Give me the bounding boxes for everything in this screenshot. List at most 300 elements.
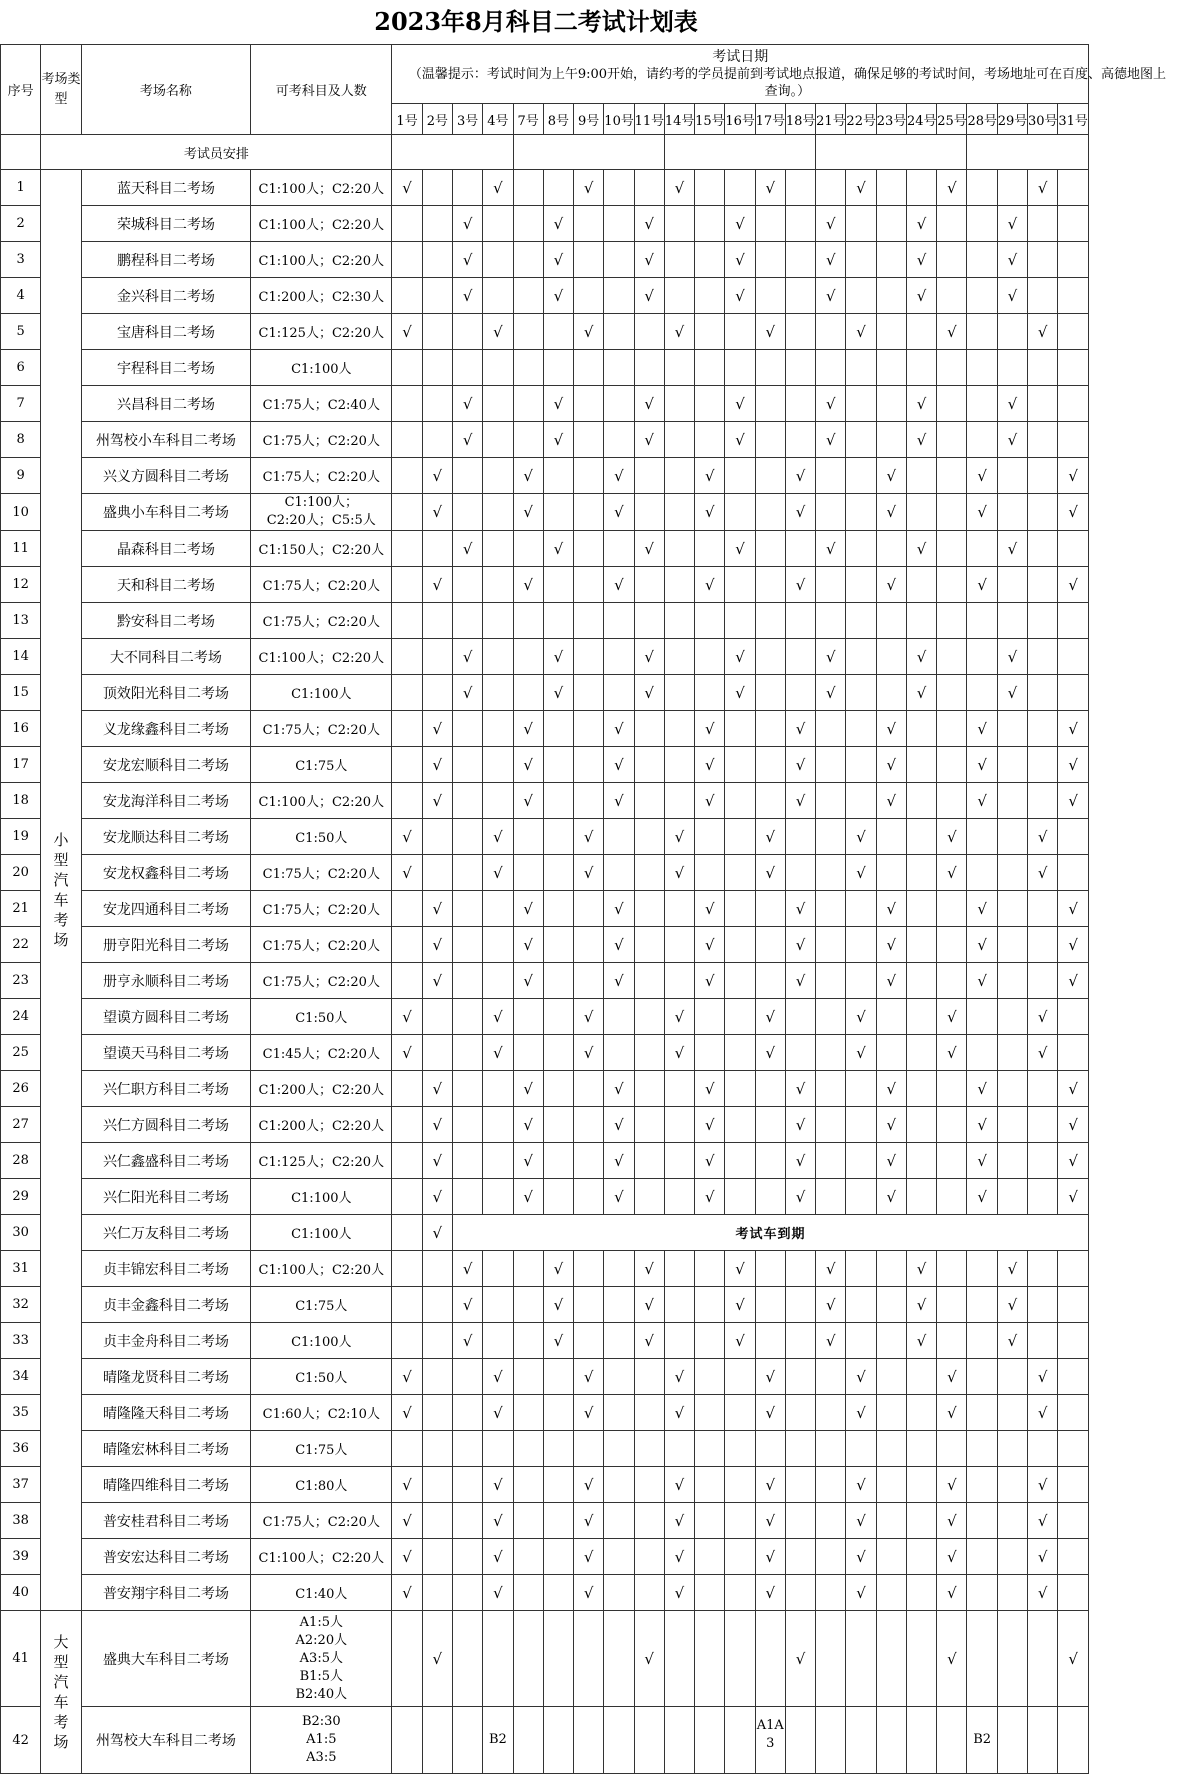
date-cell: [604, 855, 634, 891]
exam-check-mark: √: [604, 494, 634, 531]
table-row: [1, 711, 1089, 747]
date-cell: [604, 170, 634, 206]
exam-check-mark: √: [755, 1467, 785, 1503]
date-cell: [816, 458, 846, 494]
date-cell: [543, 494, 573, 531]
exam-check-mark: √: [1058, 1107, 1089, 1143]
date-cell: [604, 1251, 634, 1287]
examiner-blank-seq: [1, 135, 41, 170]
date-cell: [513, 999, 543, 1035]
date-cell: [1028, 242, 1058, 278]
date-cell: [574, 747, 604, 783]
date-cell: [604, 999, 634, 1035]
exam-check-mark: √: [816, 1323, 846, 1359]
table-row: [1, 1179, 1089, 1215]
day-header: 3号: [452, 104, 482, 135]
date-cell: [1058, 1287, 1089, 1323]
date-cell: [695, 1467, 725, 1503]
date-cell: [725, 567, 755, 603]
date-cell: [422, 603, 452, 639]
date-cell: [574, 494, 604, 531]
date-cell: [906, 855, 936, 891]
date-cell: [483, 386, 513, 422]
date-cell: [513, 1251, 543, 1287]
date-cell: [755, 603, 785, 639]
date-cell: [725, 170, 755, 206]
row-number: 26: [1, 1071, 41, 1107]
date-cell: [725, 999, 755, 1035]
exam-check-mark: √: [876, 783, 906, 819]
exam-check-mark: √: [785, 747, 815, 783]
exam-check-mark: √: [392, 999, 422, 1035]
exam-check-mark: √: [634, 422, 664, 458]
date-cell: [846, 1287, 876, 1323]
table-row: [1, 1503, 1089, 1539]
date-cell: [785, 1467, 815, 1503]
date-cell: [604, 675, 634, 711]
date-cell: [634, 1035, 664, 1071]
exam-check-mark: √: [695, 747, 725, 783]
exam-check-mark: √: [967, 927, 997, 963]
date-cell: [664, 675, 694, 711]
sheet-title: 2023年8月科目二考试计划表: [0, 0, 1072, 45]
date-cell: [725, 819, 755, 855]
date-cell: [574, 675, 604, 711]
date-cell: [513, 206, 543, 242]
date-cell: [634, 855, 664, 891]
exam-check-mark: √: [937, 819, 967, 855]
date-cell: [543, 963, 573, 999]
date-cell: [937, 1707, 967, 1774]
date-cell: [422, 278, 452, 314]
date-cell: [392, 1215, 422, 1251]
date-cell: [1028, 1107, 1058, 1143]
exam-check-mark: √: [574, 170, 604, 206]
date-cell: [543, 1575, 573, 1611]
row-number: 29: [1, 1179, 41, 1215]
exam-check-mark: √: [392, 1359, 422, 1395]
date-cell: [1028, 458, 1058, 494]
row-number: 8: [1, 422, 41, 458]
date-cell: [543, 603, 573, 639]
exam-check-mark: √: [906, 531, 936, 567]
date-cell: [846, 927, 876, 963]
exam-check-mark: √: [604, 891, 634, 927]
date-cell: [876, 1467, 906, 1503]
date-cell: [906, 314, 936, 350]
date-cell: [816, 314, 846, 350]
date-cell: [452, 927, 482, 963]
date-cell: [695, 314, 725, 350]
exam-date-title: 考试日期: [712, 48, 769, 65]
day-header: 9号: [574, 104, 604, 135]
day-header: 24号: [906, 104, 936, 135]
schedule-table: [0, 44, 1167, 1774]
exam-check-mark: √: [543, 386, 573, 422]
exam-check-mark: √: [937, 855, 967, 891]
date-cell: [664, 783, 694, 819]
date-cell: [513, 1575, 543, 1611]
row-number: 28: [1, 1143, 41, 1179]
date-cell: [967, 1251, 997, 1287]
exam-check-mark: √: [392, 1035, 422, 1071]
exam-subjects: C1:100人: [251, 675, 392, 711]
date-cell: [906, 1575, 936, 1611]
date-cell: [967, 386, 997, 422]
day-header: 2号: [422, 104, 452, 135]
exam-site-name: 贞丰金鑫科目二考场: [81, 1287, 251, 1323]
header-subjects: 可考科目及人数: [251, 45, 392, 135]
date-cell: [846, 422, 876, 458]
exam-subjects: C1:50人: [251, 999, 392, 1035]
date-cell: [906, 711, 936, 747]
date-cell: [634, 567, 664, 603]
exam-check-mark: √: [392, 1575, 422, 1611]
exam-site-name: 鹏程科目二考场: [81, 242, 251, 278]
date-cell: [967, 1575, 997, 1611]
date-cell: [755, 1143, 785, 1179]
date-cell: [392, 1143, 422, 1179]
date-cell: [574, 350, 604, 386]
day-header: 7号: [513, 104, 543, 135]
date-cell: [906, 1539, 936, 1575]
date-cell: [906, 567, 936, 603]
exam-check-mark: √: [392, 855, 422, 891]
exam-subjects: C1:50人: [251, 1359, 392, 1395]
date-cell: [483, 1071, 513, 1107]
table-row: [1, 783, 1089, 819]
date-cell: [392, 1323, 422, 1359]
exam-site-name: 安龙权鑫科目二考场: [81, 855, 251, 891]
exam-site-name: 兴仁职方科目二考场: [81, 1071, 251, 1107]
date-cell: [997, 1035, 1027, 1071]
date-cell: [816, 927, 846, 963]
exam-check-mark: √: [876, 927, 906, 963]
date-cell: [513, 1611, 543, 1707]
exam-check-mark: √: [664, 170, 694, 206]
date-cell: [513, 1035, 543, 1071]
exam-check-mark: √: [695, 927, 725, 963]
date-cell: [664, 747, 694, 783]
exam-check-mark: √: [513, 1143, 543, 1179]
exam-check-mark: √: [725, 1287, 755, 1323]
exam-check-mark: √: [967, 747, 997, 783]
exam-check-mark: √: [755, 1539, 785, 1575]
date-cell: [785, 1323, 815, 1359]
row-number: 2: [1, 206, 41, 242]
table-row: [1, 567, 1089, 603]
row-number: 40: [1, 1575, 41, 1611]
exam-check-mark: √: [543, 422, 573, 458]
date-cell: [452, 458, 482, 494]
exam-subjects: C1:100人；C2:20人: [251, 1539, 392, 1575]
exam-check-mark: √: [483, 1035, 513, 1071]
exam-check-mark: √: [725, 675, 755, 711]
row-number: 42: [1, 1707, 41, 1774]
day-header: 28号: [967, 104, 997, 135]
exam-check-mark: √: [452, 1251, 482, 1287]
date-cell: [574, 1287, 604, 1323]
date-cell: [483, 1107, 513, 1143]
row-number: 22: [1, 927, 41, 963]
date-cell: [695, 1503, 725, 1539]
exam-site-name: 安龙四通科目二考场: [81, 891, 251, 927]
exam-subjects: C1:45人；C2:20人: [251, 1035, 392, 1071]
row-number: 21: [1, 891, 41, 927]
date-cell: [1058, 603, 1089, 639]
date-cell: [483, 963, 513, 999]
date-cell: [574, 386, 604, 422]
day-header: 14号: [664, 104, 694, 135]
exam-check-mark: √: [937, 1035, 967, 1071]
date-cell: [906, 1359, 936, 1395]
date-cell: [664, 639, 694, 675]
date-cell: [664, 963, 694, 999]
exam-check-mark: √: [452, 1323, 482, 1359]
date-cell: [906, 999, 936, 1035]
date-cell: [574, 1707, 604, 1774]
date-cell: [392, 531, 422, 567]
exam-check-mark: √: [1058, 747, 1089, 783]
row-number: 9: [1, 458, 41, 494]
row-number: 34: [1, 1359, 41, 1395]
date-cell: [876, 170, 906, 206]
date-cell: [664, 603, 694, 639]
exam-site-name: 盛典小车科目二考场: [81, 494, 251, 531]
exam-check-mark: √: [513, 494, 543, 531]
date-cell: [422, 531, 452, 567]
date-cell: [967, 1431, 997, 1467]
date-cell: [937, 458, 967, 494]
date-cell: [422, 1251, 452, 1287]
date-cell: [513, 603, 543, 639]
exam-subjects: C1:100人；C2:20人: [251, 783, 392, 819]
exam-check-mark: √: [997, 639, 1027, 675]
exam-check-mark: √: [785, 1179, 815, 1215]
exam-check-mark: √: [664, 855, 694, 891]
exam-subjects: C1:150人；C2:20人: [251, 531, 392, 567]
date-cell: [634, 1143, 664, 1179]
date-cell: [876, 350, 906, 386]
exam-subjects: C1:75人；C2:20人: [251, 603, 392, 639]
date-cell: [604, 278, 634, 314]
date-cell: [604, 603, 634, 639]
exam-check-mark: √: [604, 1107, 634, 1143]
date-cell: [392, 350, 422, 386]
date-cell: [695, 675, 725, 711]
date-cell: [604, 1431, 634, 1467]
date-cell: [1028, 567, 1058, 603]
date-cell: [604, 242, 634, 278]
exam-check-mark: √: [785, 1143, 815, 1179]
date-cell: [543, 1539, 573, 1575]
date-cell: [725, 1575, 755, 1611]
exam-check-mark: √: [906, 242, 936, 278]
date-cell: [574, 603, 604, 639]
exam-check-mark: √: [906, 206, 936, 242]
exam-site-name: 天和科目二考场: [81, 567, 251, 603]
date-cell: [422, 639, 452, 675]
date-cell: [574, 1251, 604, 1287]
date-cell: [483, 1143, 513, 1179]
date-cell: [876, 1503, 906, 1539]
exam-check-mark: √: [785, 891, 815, 927]
date-cell: [574, 927, 604, 963]
table-row: [1, 999, 1089, 1035]
date-cell: [483, 1179, 513, 1215]
exam-check-mark: √: [785, 458, 815, 494]
exam-site-name: 安龙海洋科目二考场: [81, 783, 251, 819]
table-row: [1, 278, 1089, 314]
date-cell: [1028, 206, 1058, 242]
date-cell: [876, 1323, 906, 1359]
date-cell: [816, 1143, 846, 1179]
date-cell: [816, 1539, 846, 1575]
day-header: 21号: [816, 104, 846, 135]
date-cell: [937, 1143, 967, 1179]
exam-check-mark: √: [755, 314, 785, 350]
date-cell: [1058, 639, 1089, 675]
date-cell: [1058, 1707, 1089, 1774]
table-row: [1, 494, 1089, 531]
row-number: 25: [1, 1035, 41, 1071]
date-cell: [574, 567, 604, 603]
exam-check-mark: √: [1058, 963, 1089, 999]
row-number: 16: [1, 711, 41, 747]
exam-check-mark: √: [1028, 1035, 1058, 1071]
date-cell: [846, 783, 876, 819]
exam-check-mark: √: [1058, 783, 1089, 819]
date-cell: [574, 1179, 604, 1215]
date-cell: [634, 783, 664, 819]
date-cell: [755, 278, 785, 314]
exam-check-mark: √: [422, 963, 452, 999]
exam-subjects: C1:100人； C2:20人；C5:5人: [251, 494, 392, 531]
date-cell: [664, 422, 694, 458]
date-cell: [846, 603, 876, 639]
date-cell: [816, 1611, 846, 1707]
table-row: [1, 1395, 1089, 1431]
date-cell: [543, 1395, 573, 1431]
date-cell: [967, 603, 997, 639]
date-cell: [392, 242, 422, 278]
exam-check-mark: √: [755, 170, 785, 206]
date-cell: [452, 1467, 482, 1503]
exam-site-name: 普安翔宇科目二考场: [81, 1575, 251, 1611]
date-cell: [906, 1707, 936, 1774]
exam-check-mark: √: [634, 675, 664, 711]
examiner-cell: [664, 135, 815, 170]
exam-check-mark: √: [967, 1179, 997, 1215]
date-cell: [906, 1035, 936, 1071]
date-cell: [816, 567, 846, 603]
date-cell: [664, 927, 694, 963]
date-cell: [997, 1107, 1027, 1143]
date-cell: [997, 1611, 1027, 1707]
date-cell: [483, 783, 513, 819]
exam-check-mark: √: [513, 963, 543, 999]
exam-check-mark: √: [1028, 819, 1058, 855]
date-cell: [422, 819, 452, 855]
date-cell: [785, 603, 815, 639]
exam-check-mark: √: [846, 1359, 876, 1395]
date-cell: [755, 350, 785, 386]
date-cell: [967, 278, 997, 314]
day-header: 25号: [937, 104, 967, 135]
exam-check-mark: √: [937, 1539, 967, 1575]
exam-check-mark: √: [574, 1503, 604, 1539]
exam-subjects: C1:75人；C2:20人: [251, 927, 392, 963]
date-cell: [452, 819, 482, 855]
exam-subjects: C1:100人；C2:20人: [251, 206, 392, 242]
date-cell: [816, 494, 846, 531]
row-number: 35: [1, 1395, 41, 1431]
exam-check-mark: √: [906, 639, 936, 675]
exam-check-mark: √: [543, 278, 573, 314]
exam-check-mark: √: [634, 1323, 664, 1359]
date-cell: [816, 1179, 846, 1215]
date-cell: [876, 819, 906, 855]
row-number: 41: [1, 1611, 41, 1707]
vehicle-expired-note: 考试车到期: [452, 1215, 1088, 1251]
exam-check-mark: √: [604, 1071, 634, 1107]
date-cell: [967, 350, 997, 386]
exam-check-mark: √: [937, 1503, 967, 1539]
exam-check-mark: √: [1028, 1359, 1058, 1395]
date-cell: [452, 891, 482, 927]
date-cell: [513, 1323, 543, 1359]
date-cell: [846, 747, 876, 783]
date-cell: [997, 963, 1027, 999]
date-cell: [755, 1179, 785, 1215]
exam-subjects: C1:100人；C2:20人: [251, 1251, 392, 1287]
date-cell: [816, 1575, 846, 1611]
date-cell: [1058, 278, 1089, 314]
date-cell: [574, 1143, 604, 1179]
date-cell: [1028, 927, 1058, 963]
date-cell: [906, 747, 936, 783]
date-cell: [513, 675, 543, 711]
date-cell: [725, 1707, 755, 1774]
date-cell: [513, 1503, 543, 1539]
date-cell: [392, 1707, 422, 1774]
exam-check-mark: √: [543, 242, 573, 278]
date-cell: [997, 1071, 1027, 1107]
day-header: 17号: [755, 104, 785, 135]
header-name: 考场名称: [81, 45, 251, 135]
exam-check-mark: √: [483, 1539, 513, 1575]
date-cell: [846, 891, 876, 927]
exam-site-name: 晶森科目二考场: [81, 531, 251, 567]
date-cell: [392, 458, 422, 494]
date-cell: [876, 242, 906, 278]
date-cell: [422, 314, 452, 350]
table-row: [1, 1431, 1089, 1467]
date-cell: [846, 963, 876, 999]
date-cell: [785, 1359, 815, 1395]
date-cell: [967, 855, 997, 891]
date-cell: [513, 819, 543, 855]
date-cell: [906, 1611, 936, 1707]
exam-check-mark: √: [422, 747, 452, 783]
exam-check-mark: √: [634, 639, 664, 675]
date-cell: [785, 1539, 815, 1575]
exam-check-mark: √: [634, 386, 664, 422]
exam-check-mark: √: [967, 494, 997, 531]
date-cell: [392, 494, 422, 531]
exam-check-mark: √: [664, 1539, 694, 1575]
exam-check-mark: √: [1058, 567, 1089, 603]
